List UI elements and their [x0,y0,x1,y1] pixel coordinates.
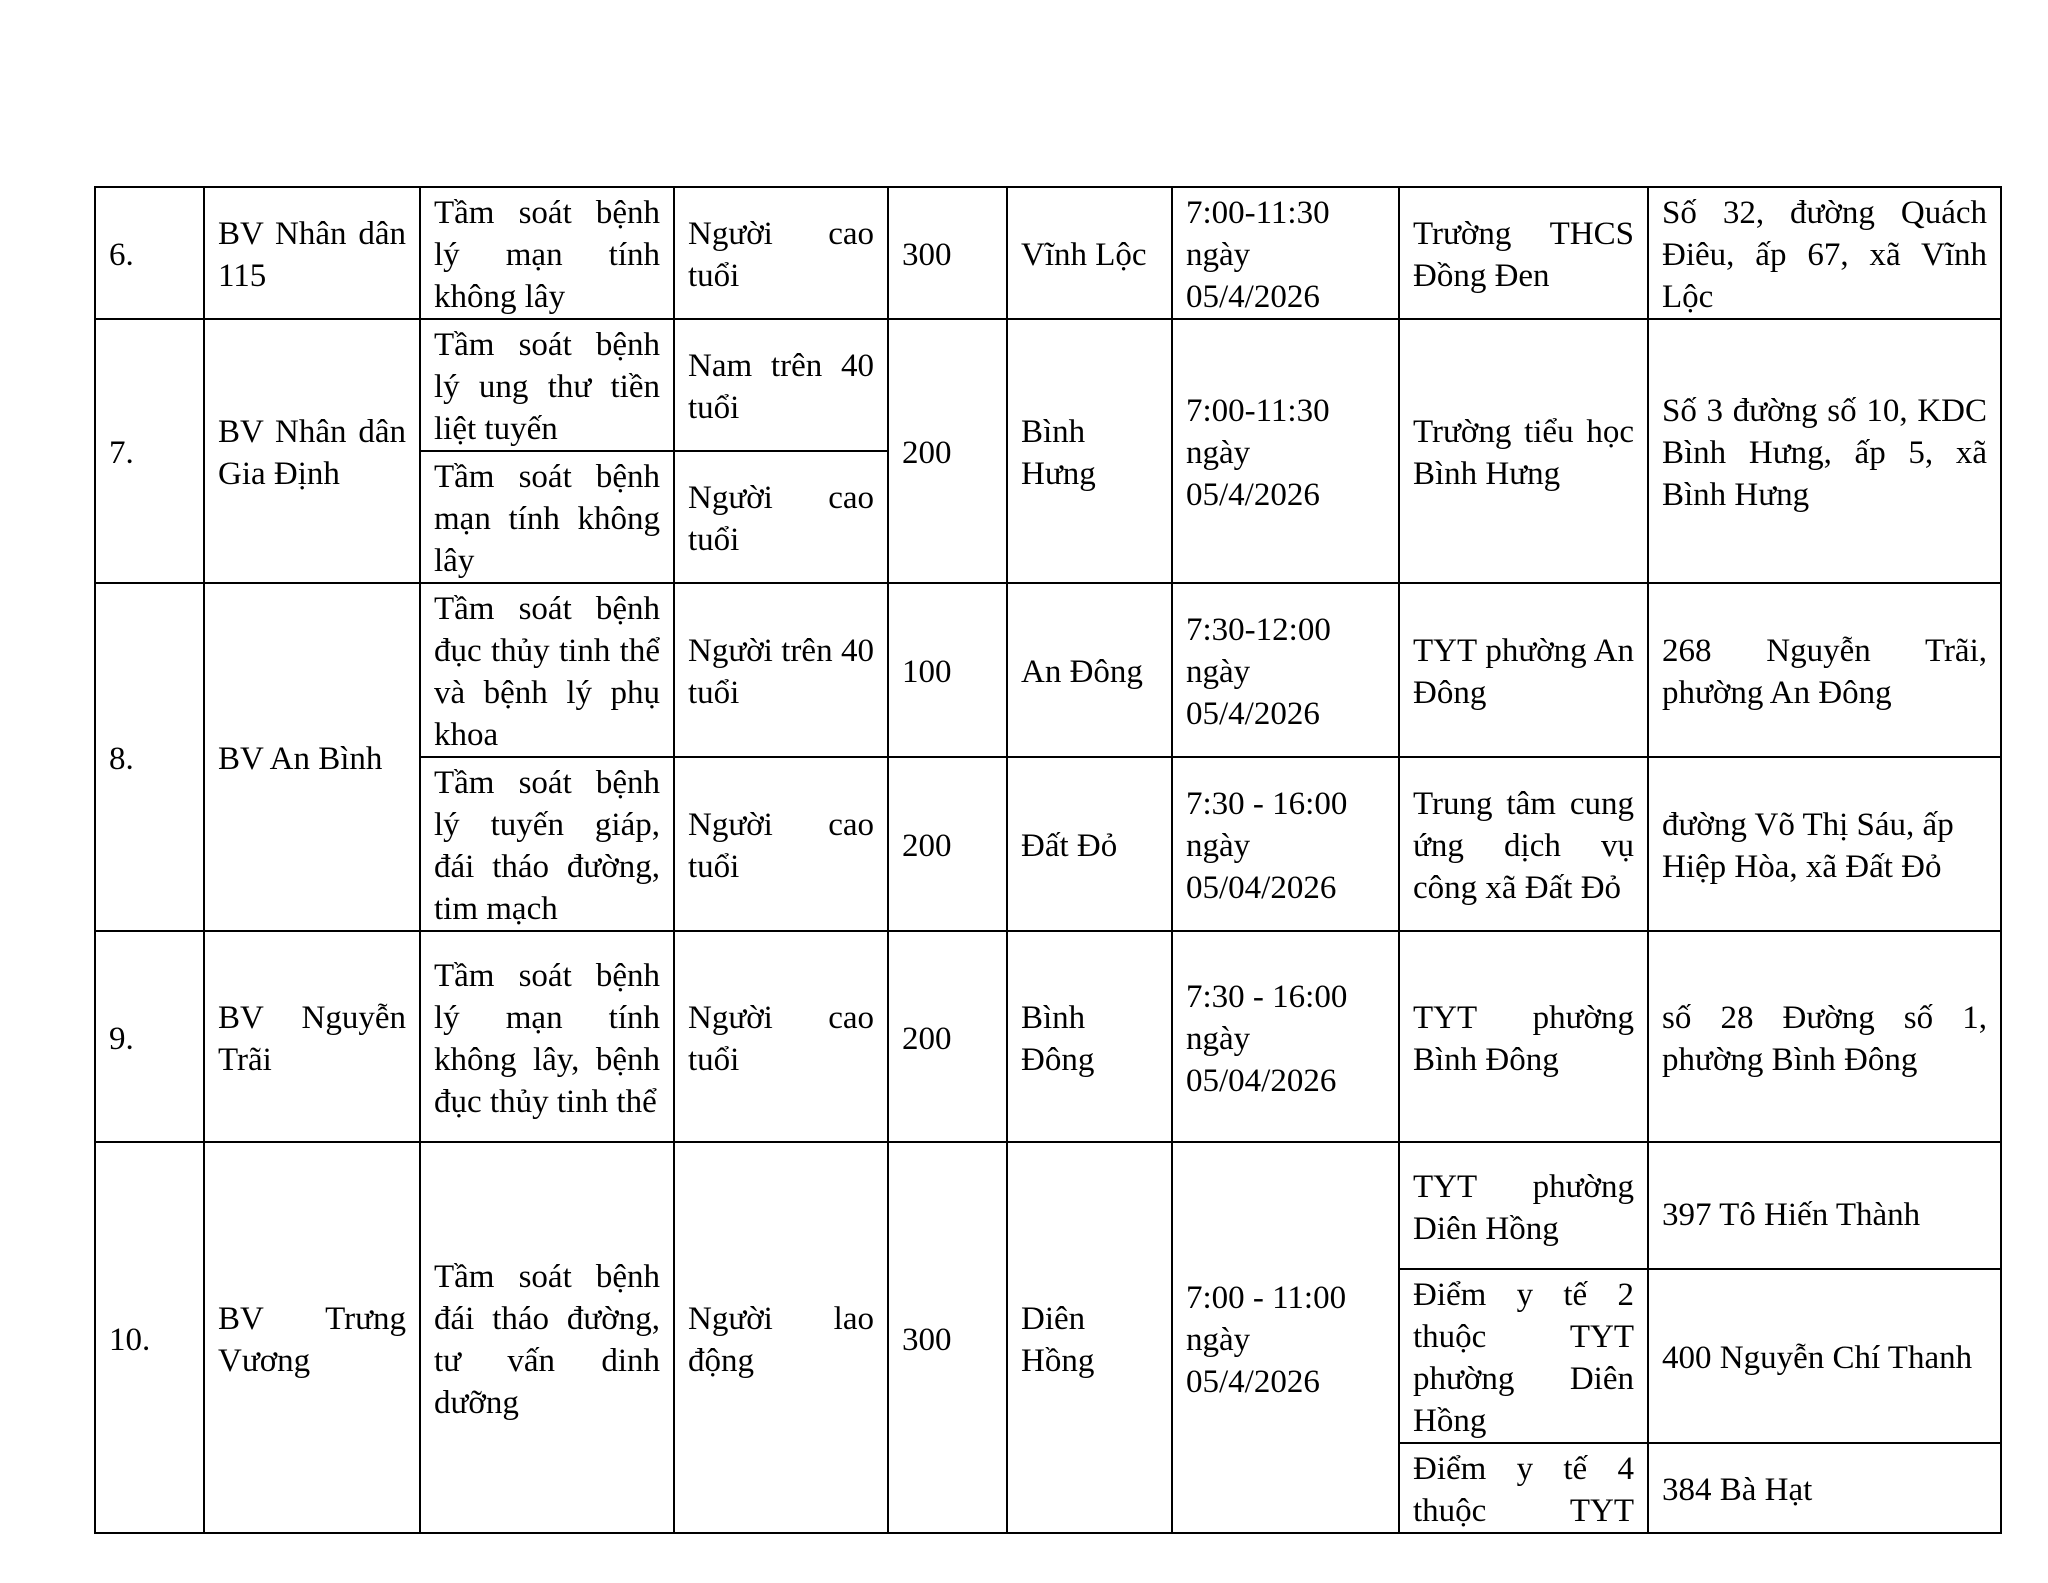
time-slot: 7:30 - 16:00 ngày 05/04/2026 [1172,931,1399,1142]
service-name: Tầm soát bệnh đục thủy tinh thể và bệnh lý phụ khoa [420,583,674,757]
address: Số 32, đường Quách Điêu, ấp 67, xã Vĩnh Lộc [1648,187,2001,319]
hospital-name: BV Trưng Vương [204,1142,420,1533]
service-name: Tầm soát bệnh lý mạn tính không lây [420,187,674,319]
commune: Bình Hưng [1007,319,1172,583]
row-number: 10. [95,1142,204,1533]
address: 397 Tô Hiến Thành [1648,1142,2001,1269]
quantity: 200 [888,319,1007,583]
commune: Đất Đỏ [1007,757,1172,931]
table-row [95,187,2001,319]
table-row [95,319,2001,451]
venue: TYT phường Bình Đông [1399,931,1648,1142]
row-number: 7. [95,319,204,583]
quantity: 100 [888,583,1007,757]
service-name: Tầm soát bệnh mạn tính không lây [420,451,674,583]
commune: Bình Đông [1007,931,1172,1142]
venue: TYT phường Diên Hồng [1399,1142,1648,1269]
target-group: Người lao động [674,1142,888,1533]
hospital-name: BV An Bình [204,583,420,931]
target-group: Người cao tuổi [674,187,888,319]
schedule-table [94,186,2002,1534]
target-group: Người cao tuổi [674,757,888,931]
commune: Diên Hồng [1007,1142,1172,1533]
quantity: 300 [888,187,1007,319]
row-number: 9. [95,931,204,1142]
row-number: 6. [95,187,204,319]
time-slot: 7:00 - 11:00 ngày 05/4/2026 [1172,1142,1399,1533]
venue: Điểm y tế 4 thuộc TYT [1399,1443,1648,1533]
target-group: Nam trên 40 tuổi [674,319,888,451]
service-name: Tầm soát bệnh lý ung thư tiền liệt tuyến [420,319,674,451]
venue: TYT phường An Đông [1399,583,1648,757]
target-group: Người trên 40 tuổi [674,583,888,757]
time-slot: 7:00-11:30 ngày 05/4/2026 [1172,319,1399,583]
commune: An Đông [1007,583,1172,757]
row-number: 8. [95,583,204,931]
hospital-name: BV Nguyễn Trãi [204,931,420,1142]
venue: Trung tâm cung ứng dịch vụ công xã Đất Đỏ [1399,757,1648,931]
commune: Vĩnh Lộc [1007,187,1172,319]
address: 384 Bà Hạt [1648,1443,2001,1533]
hospital-name: BV Nhân dân Gia Định [204,319,420,583]
quantity: 300 [888,1142,1007,1533]
venue: Trường tiểu học Bình Hưng [1399,319,1648,583]
address: đường Võ Thị Sáu, ấp Hiệp Hòa, xã Đất Đỏ [1648,757,2001,931]
address: 400 Nguyễn Chí Thanh [1648,1269,2001,1443]
service-name: Tầm soát bệnh lý tuyến giáp, đái tháo đường, tim mạch [420,757,674,931]
address: số 28 Đường số 1, phường Bình Đông [1648,931,2001,1142]
quantity: 200 [888,757,1007,931]
address: 268 Nguyễn Trãi, phường An Đông [1648,583,2001,757]
address: Số 3 đường số 10, KDC Bình Hưng, ấp 5, xã Bình Hưng [1648,319,2001,583]
venue: Điểm y tế 2 thuộc TYT phường Diên Hồng [1399,1269,1648,1443]
table-row [95,583,2001,757]
time-slot: 7:30 - 16:00 ngày 05/04/2026 [1172,757,1399,931]
venue: Trường THCS Đồng Đen [1399,187,1648,319]
service-name: Tầm soát bệnh đái tháo đường, tư vấn dinh dưỡng [420,1142,674,1533]
target-group: Người cao tuổi [674,931,888,1142]
table-row [95,931,2001,1142]
time-slot: 7:00-11:30 ngày 05/4/2026 [1172,187,1399,319]
quantity: 200 [888,931,1007,1142]
target-group: Người cao tuổi [674,451,888,583]
time-slot: 7:30-12:00 ngày 05/4/2026 [1172,583,1399,757]
hospital-name: BV Nhân dân 115 [204,187,420,319]
table-row [95,1142,2001,1269]
service-name: Tầm soát bệnh lý mạn tính không lây, bệnh đục thủy tinh thể [420,931,674,1142]
